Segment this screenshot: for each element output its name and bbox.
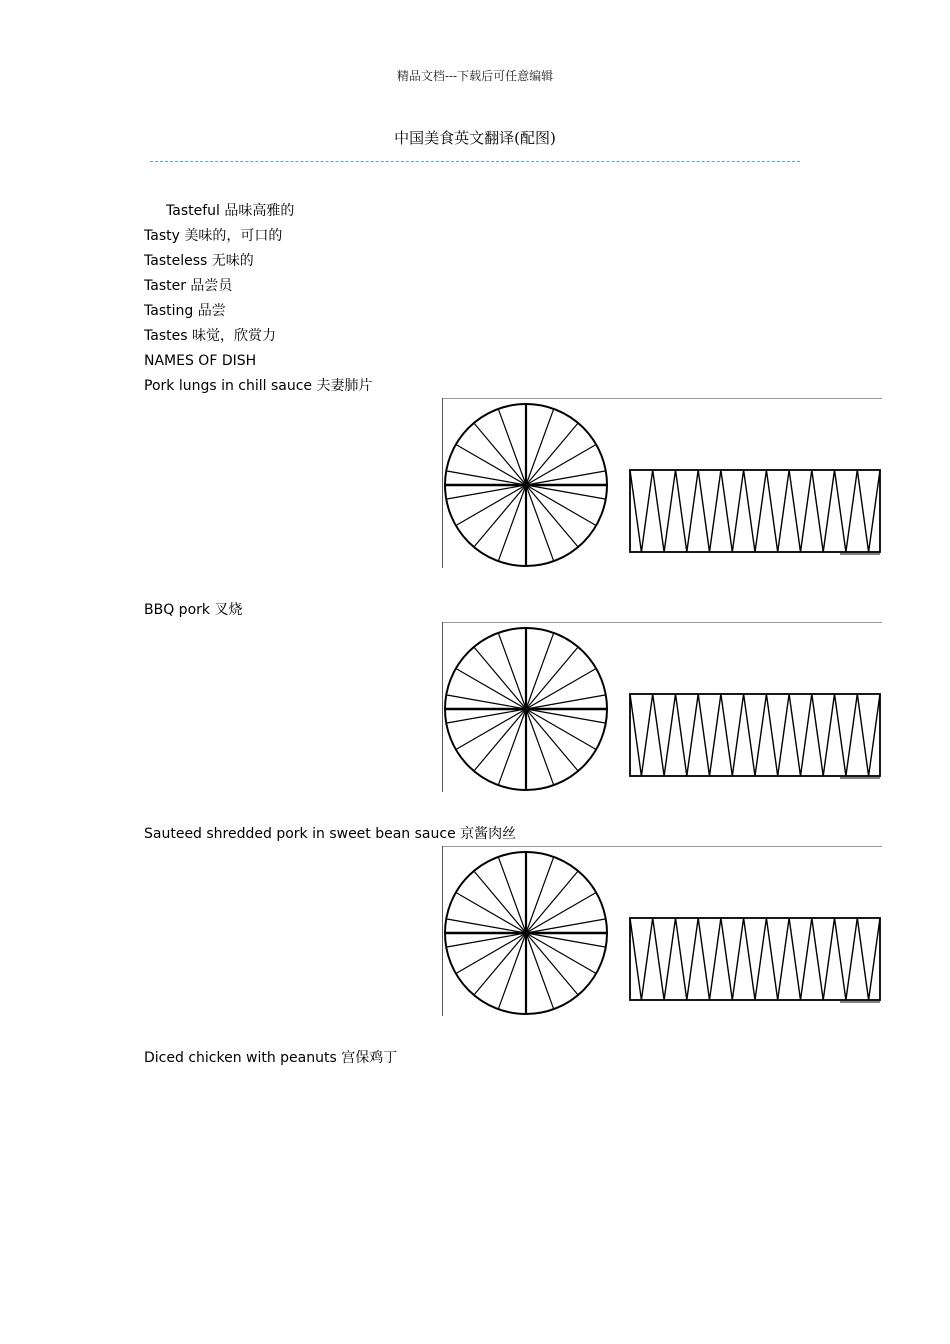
wheel-spoke [474,871,526,933]
dish-name: Diced chicken with peanuts 宫保鸡丁 [144,1050,398,1066]
wheel-spoke [498,709,526,785]
dish-figure [442,622,882,792]
dish-figure [442,398,882,568]
wheel-spoke [526,633,554,709]
wheel-spoke [526,709,578,771]
zigzag-line [630,694,880,776]
wheel-spoke [526,647,578,709]
vocab-line: Tasting 品尝 [144,303,226,319]
dish-figure [442,846,882,1016]
vocab-line: Tasteful 品味高雅的 [166,203,295,219]
vocab-line: Taster 品尝员 [144,278,233,294]
wheel-spoke [526,485,578,547]
wheel-spoke [526,933,578,995]
section-heading: NAMES OF DISH [144,353,257,369]
image-placeholder-icon [442,846,882,1016]
wheel-spoke [526,871,578,933]
wheel-spoke [526,409,554,485]
wheel-spoke [474,647,526,709]
zigzag-line [630,470,880,552]
wheel-spoke [474,933,526,995]
wheel-spoke [498,933,526,1009]
page-title: 中国美食英文翻译(配图) [394,129,556,147]
wheel-spoke [498,857,526,933]
image-placeholder-icon [442,622,882,792]
wheel-spoke [474,709,526,771]
image-placeholder-icon [442,398,882,568]
vocab-line: Tastes 味觉，欣赏力 [144,328,276,344]
dish-name: BBQ pork 叉烧 [144,602,243,618]
zigzag-box [630,470,880,552]
wheel-spoke [498,409,526,485]
title-divider [150,161,800,162]
dish-name: Sauteed shredded pork in sweet bean sauce 京酱肉丝 [144,826,517,842]
wheel-spoke [474,423,526,485]
zigzag-box [630,918,880,1000]
zigzag-box [630,694,880,776]
wheel-spoke [498,485,526,561]
wheel-spoke [474,485,526,547]
header-note: 精品文档---下载后可任意编辑 [396,69,554,83]
vocab-line: Tasty 美味的，可口的 [144,228,283,244]
wheel-spoke [526,709,554,785]
dish-name: Pork lungs in chill sauce 夫妻肺片 [144,378,373,394]
wheel-spoke [526,423,578,485]
vocab-line: Tasteless 无味的 [144,253,254,269]
wheel-spoke [526,933,554,1009]
wheel-spoke [526,857,554,933]
wheel-spoke [498,633,526,709]
zigzag-line [630,918,880,1000]
wheel-spoke [526,485,554,561]
